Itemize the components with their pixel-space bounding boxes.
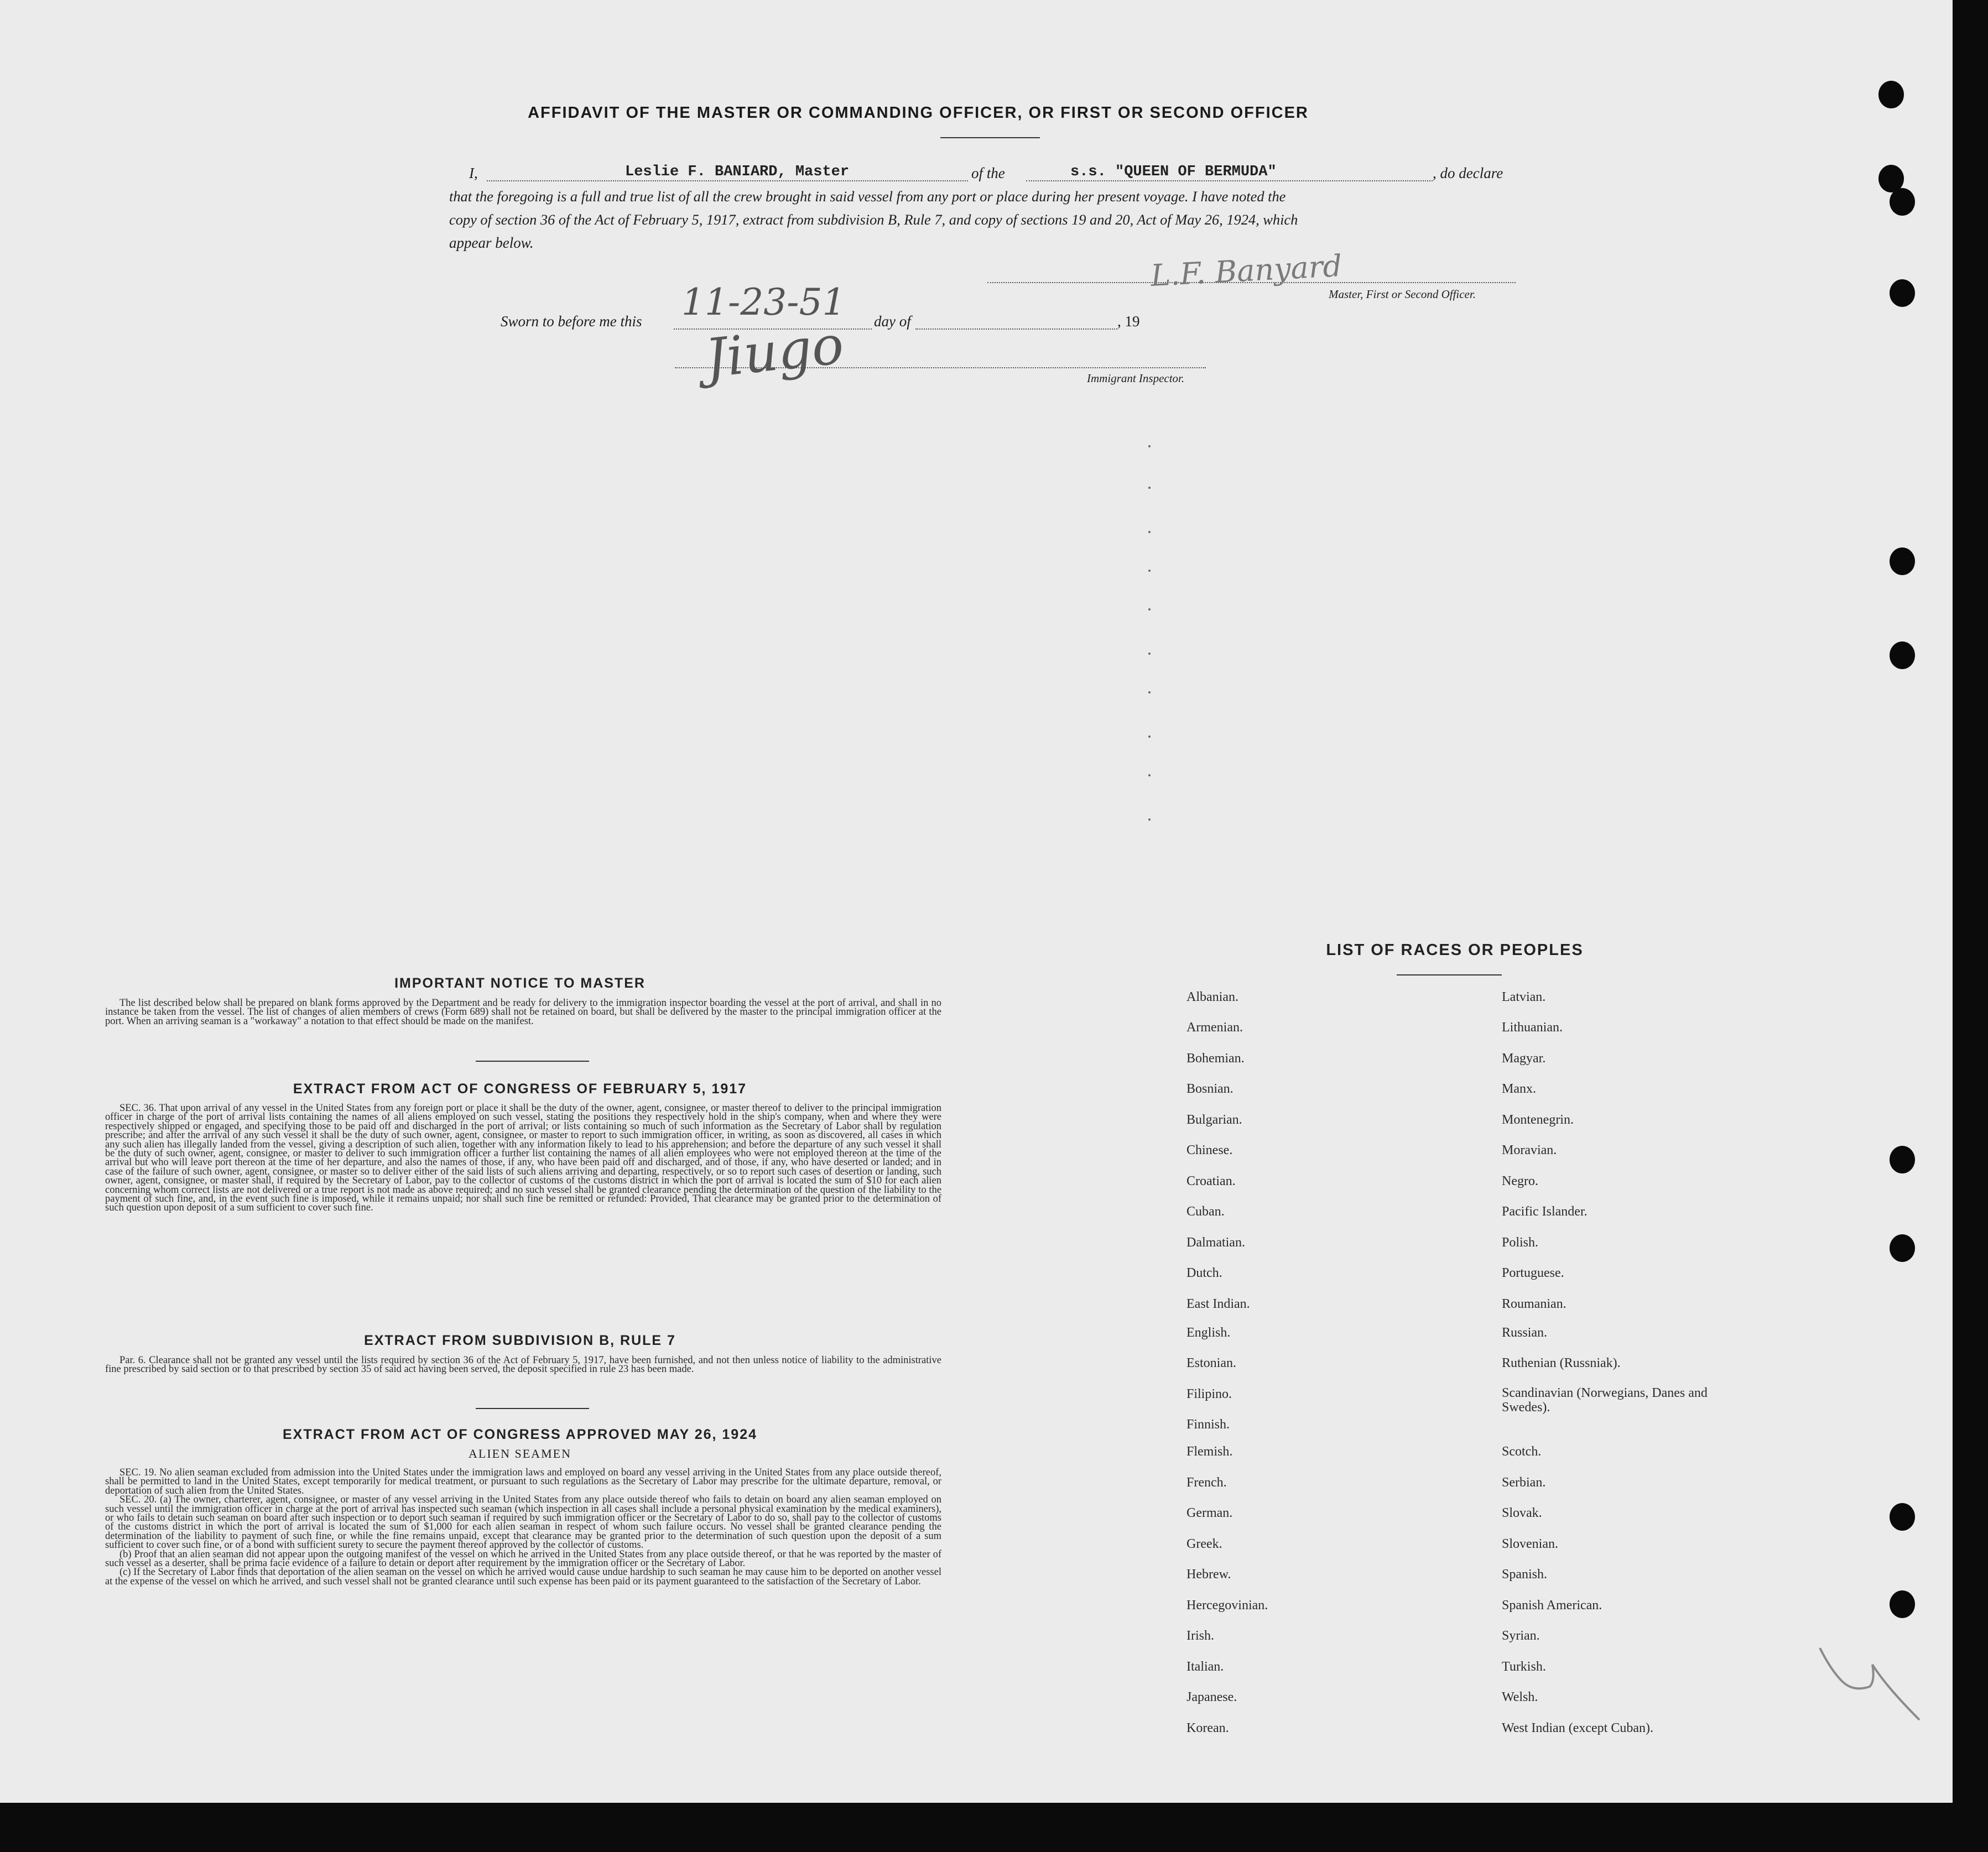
race-item: Turkish. bbox=[1502, 1660, 1546, 1674]
punch-hole-icon bbox=[1890, 1503, 1915, 1531]
scan-speck bbox=[1148, 653, 1151, 655]
races-title: LIST OF RACES OR PEOPLES bbox=[1326, 941, 1584, 959]
sworn-label: Sworn to before me this bbox=[501, 313, 642, 330]
sec20c-paragraph: (c) If the Secretary of Labor finds that deportation of the alien seaman on the vessel on which he arrived would cause undue hardship to such seaman he may cause him to be deported on another vessel at the expense of the vessel on which he arrived, and such vessel shall not be granted clearance until such expense has been paid or its payment guaranteed to the satisfaction of the Secretary of Labor. bbox=[105, 1567, 941, 1587]
title-divider bbox=[940, 137, 1040, 138]
scan-speck bbox=[1148, 608, 1151, 611]
race-item: Bosnian. bbox=[1186, 1082, 1234, 1096]
master-signature: L.F. Banyard bbox=[1149, 248, 1343, 294]
master-name-value: Leslie F. BANIARD, Master bbox=[625, 164, 850, 180]
race-item: Spanish American. bbox=[1502, 1598, 1602, 1613]
race-item: Bohemian. bbox=[1186, 1051, 1245, 1066]
race-item: Italian. bbox=[1186, 1660, 1224, 1674]
punch-hole-icon bbox=[1890, 1146, 1915, 1173]
notice-text bbox=[105, 999, 941, 1026]
race-item: Korean. bbox=[1186, 1721, 1229, 1735]
notice-title: IMPORTANT NOTICE TO MASTER bbox=[394, 975, 646, 991]
race-item: Latvian. bbox=[1502, 990, 1546, 1004]
punch-hole-icon bbox=[1890, 1234, 1915, 1262]
pencil-mark-icon bbox=[1809, 1631, 1936, 1731]
race-item: Lithuanian. bbox=[1502, 1020, 1563, 1035]
sec20b-paragraph: (b) Proof that an alien seaman did not appear upon the outgoing manifest of the vessel on which he arrived in the United States from any place outside thereof, or that he was reported by the master of such vessel as a deserter, shall be prima facie evidence of a failure to detain or deport after requirement by the immigration officer or the Secretary of Labor. bbox=[105, 1548, 941, 1569]
rule7-divider bbox=[476, 1408, 589, 1409]
sec20a-paragraph: SEC. 20. (a) The owner, charterer, agent, consignee, or master of any vessel arriving in the United States from any place outside thereof who fails to detain on board any alien seaman employed on such vessel until the immigration officer in charge at the port of arrival has inspected such seaman (which inspection in all cases shall include a personal physical examination by the medical examiners), or who fails to detain such seaman on board after such inspection or to deport such seaman if required by such immigration officer or the Secretary of Labor to do so, shall pay to the collector of customs of the customs district in which the port of arrival is located the sum of $1,000 for each alien seaman in respect of whom such failure occurs. No vessel shall be granted clearance pending the determination of the liability to payment of such fine, or while the fine remains unpaid, except that clearance may be granted prior to the determination of such question upon the deposit of a sum sufficient to cover such fine, or of a bond with sufficient surety to secure the payment thereof approved by the collector of customs. bbox=[105, 1494, 941, 1551]
year-prefix-label: , 19 bbox=[1117, 313, 1140, 330]
extract-rule7-paragraph: Par. 6. Clearance shall not be granted any vessel until the lists required by section 36 of the Act of February 5, 1917, have been furnished, and not then unless notice of liability to the administrative fine prescribed by said section or to that prescribed by section 35 of said act having been served, the deposit specified in rule 23 has been made. bbox=[105, 1355, 941, 1375]
scan-speck bbox=[1148, 570, 1151, 572]
punch-hole-icon bbox=[1890, 279, 1915, 307]
month-blank-line bbox=[915, 328, 1117, 330]
extract-1924-title: EXTRACT FROM ACT OF CONGRESS APPROVED MAY 26, 1924 bbox=[282, 1427, 758, 1442]
notice-paragraph: The list described below shall be prepared on blank forms approved by the Department and be ready for delivery to the immigration inspector boarding the vessel at the port of arrival, and shall in no instance be taken from the vessel. The list of changes of alien members of crews (Form 689) shall not be retained on board, but shall be delivered by the master to the principal immigration officer at the port. When an arriving seaman is a "workaway" a notation to that effect should be made on the manifest. bbox=[105, 998, 941, 1027]
race-item: Russian. bbox=[1502, 1326, 1548, 1340]
race-item: Montenegrin. bbox=[1502, 1113, 1574, 1127]
race-item: Armenian. bbox=[1186, 1020, 1243, 1035]
race-item: French. bbox=[1186, 1475, 1227, 1490]
race-item: West Indian (except Cuban). bbox=[1502, 1721, 1653, 1735]
scan-speck bbox=[1148, 487, 1151, 489]
race-item: Hebrew. bbox=[1186, 1567, 1231, 1582]
form-title: AFFIDAVIT OF THE MASTER OR COMMANDING OFFICER, OR FIRST OR SECOND OFFICER bbox=[528, 104, 1309, 122]
race-item: Filipino. bbox=[1186, 1387, 1232, 1401]
race-item: Slovak. bbox=[1502, 1506, 1542, 1520]
race-item: Finnish. bbox=[1186, 1417, 1230, 1432]
do-declare-label: , do declare bbox=[1433, 165, 1503, 181]
race-item: Estonian. bbox=[1186, 1356, 1236, 1370]
sworn-date-handwritten: 11-23-51 bbox=[681, 281, 846, 324]
race-item: Dutch. bbox=[1186, 1266, 1222, 1280]
race-item: Chinese. bbox=[1186, 1143, 1233, 1157]
notice-divider bbox=[476, 1061, 589, 1062]
affidavit-line-3: copy of section 36 of the Act of February 5, 1917, extract from subdivision B, Rule 7, and copy of sections 19 and 20, Act of May 26, 1924, which bbox=[449, 211, 1298, 228]
scan-speck bbox=[1148, 445, 1151, 447]
affidavit-i-label: I, bbox=[469, 165, 478, 181]
race-item: Roumanian. bbox=[1502, 1297, 1567, 1311]
scan-speck bbox=[1148, 691, 1151, 693]
punch-hole-icon bbox=[1890, 188, 1915, 216]
race-item: Moravian. bbox=[1502, 1143, 1557, 1157]
race-item: Polish. bbox=[1502, 1235, 1539, 1250]
scan-border bbox=[1953, 0, 1988, 1852]
vessel-name-value: s.s. "QUEEN OF BERMUDA" bbox=[1070, 164, 1277, 180]
race-item: Scotch. bbox=[1502, 1444, 1542, 1459]
extract-rule7-title: EXTRACT FROM SUBDIVISION B, RULE 7 bbox=[364, 1333, 676, 1348]
race-item: Syrian. bbox=[1502, 1629, 1540, 1643]
races-divider bbox=[1397, 974, 1502, 975]
punch-hole-icon bbox=[1890, 1590, 1915, 1618]
name-blank-line bbox=[487, 180, 968, 181]
affidavit-line-2: that the foregoing is a full and true list of all the crew brought in said vessel from any port or place during her present voyage. I have noted the bbox=[449, 188, 1286, 205]
race-item: Greek. bbox=[1186, 1537, 1222, 1551]
race-item: Spanish. bbox=[1502, 1567, 1548, 1582]
extract-1924-subtitle: ALIEN SEAMEN bbox=[469, 1447, 571, 1460]
scan-speck bbox=[1148, 531, 1151, 533]
race-item: Welsh. bbox=[1502, 1690, 1538, 1704]
scan-speck bbox=[1148, 735, 1151, 738]
race-item: Hercegovinian. bbox=[1186, 1598, 1268, 1613]
vessel-blank-line bbox=[1026, 180, 1433, 181]
race-item: Irish. bbox=[1186, 1629, 1214, 1643]
extract-1924-text bbox=[105, 1468, 941, 1586]
race-item: Magyar. bbox=[1502, 1051, 1546, 1066]
inspector-signature: Jiugo bbox=[702, 314, 847, 390]
race-item: Slovenian. bbox=[1502, 1537, 1558, 1551]
punch-hole-icon bbox=[1878, 81, 1904, 108]
affidavit-line-4: appear below. bbox=[449, 234, 534, 251]
punch-hole-icon bbox=[1890, 641, 1915, 669]
race-item: English. bbox=[1186, 1326, 1231, 1340]
sec19-paragraph: SEC. 19. No alien seaman excluded from admission into the United States under the immigration laws and employed on board any vessel arriving in the United States from any place outside thereof, shall be permitted to land in the United States, except temporarily for medical treatment, or pursuant to such regulations as the Secretary of Labor may prescribe for the ultimate departure, removal, or deportation of such alien from the United States. bbox=[105, 1467, 941, 1496]
extract-1917-text bbox=[105, 1104, 941, 1213]
race-item: Albanian. bbox=[1186, 990, 1238, 1004]
punch-hole-icon bbox=[1890, 547, 1915, 575]
race-item: Portuguese. bbox=[1502, 1266, 1564, 1280]
race-item: East Indian. bbox=[1186, 1297, 1250, 1311]
extract-1917-paragraph: SEC. 36. That upon arrival of any vessel in the United States from any foreign port or place it shall be the duty of the owner, agent, consignee, or master thereof to deliver to the principal immigration officer in charge of the port of arrival lists containing the names of all aliens employed on such vessel, stating the positions they respectively hold in the ship's company, when and where they were respectively shipped or engaged, and specifying those to be paid off and discharged in the port of arrival; or lists containing so much of such information as the Secretary of Labor shall by regulation prescribe; and after the arrival of any such vessel it shall be the duty of such owner, agent, consignee, or master to report to such immigration officer, in writing, as soon as discovered, all cases in which any such alien has illegally landed from the vessel, giving a description of such alien, together with any information likely to lead to his apprehension; and before the departure of any such vessel it shall be the duty of such owner, agent, consignee, or master to deliver to such immigration officer a further list containing the names of all alien employees who were not employed thereon at the time of the arrival but who will leave port thereon at the time of her departure, and also the names of those, if any, who have been paid off and discharged, and of those, if any, who have deserted or landed; and in case of the failure of such owner, agent, consignee, or master so to deliver either of the said lists of such aliens arriving and departing, respectively, or so to report such cases of desertion or landing, such owner, agent, consignee, or master shall, if required by the Secretary of Labor, pay to the collector of customs of the customs district in which the port of arrival is located the sum of $10 for each alien concerning whom correct lists are not delivered or a true report is not made as above required; and no such vessel shall be granted clearance pending the determination of the question of the liability to the payment of such fine, and, in the event such fine is imposed, while it remains unpaid; nor shall such fine be remitted or refunded: Provided, That clearance may be granted prior to the determination of such question upon deposit of a sum sufficient to cover such fine. bbox=[105, 1103, 941, 1214]
inspector-label: Immigrant Inspector. bbox=[1087, 372, 1185, 385]
day-of-label: day of bbox=[874, 313, 911, 330]
scan-speck bbox=[1148, 818, 1151, 821]
scan-speck bbox=[1148, 774, 1151, 776]
race-item: Negro. bbox=[1502, 1174, 1538, 1188]
race-item: Ruthenian (Russniak). bbox=[1502, 1356, 1621, 1370]
extract-rule7-text bbox=[105, 1356, 941, 1374]
race-item: Bulgarian. bbox=[1186, 1113, 1242, 1127]
extract-1917-title: EXTRACT FROM ACT OF CONGRESS OF FEBRUARY 5, 1917 bbox=[293, 1081, 747, 1097]
race-item: Pacific Islander. bbox=[1502, 1204, 1588, 1219]
race-item: German. bbox=[1186, 1506, 1233, 1520]
race-item: Manx. bbox=[1502, 1082, 1536, 1096]
race-item: Dalmatian. bbox=[1186, 1235, 1245, 1250]
race-item: Scandinavian (Norwegians, Danes and Swedes). bbox=[1502, 1386, 1708, 1415]
race-item: Croatian. bbox=[1186, 1174, 1236, 1188]
master-signature-label: Master, First or Second Officer. bbox=[1329, 288, 1476, 301]
race-item: Serbian. bbox=[1502, 1475, 1546, 1490]
of-the-label: of the bbox=[971, 165, 1005, 181]
race-item: Flemish. bbox=[1186, 1444, 1233, 1459]
race-item: Cuban. bbox=[1186, 1204, 1225, 1219]
race-item: Japanese. bbox=[1186, 1690, 1237, 1704]
